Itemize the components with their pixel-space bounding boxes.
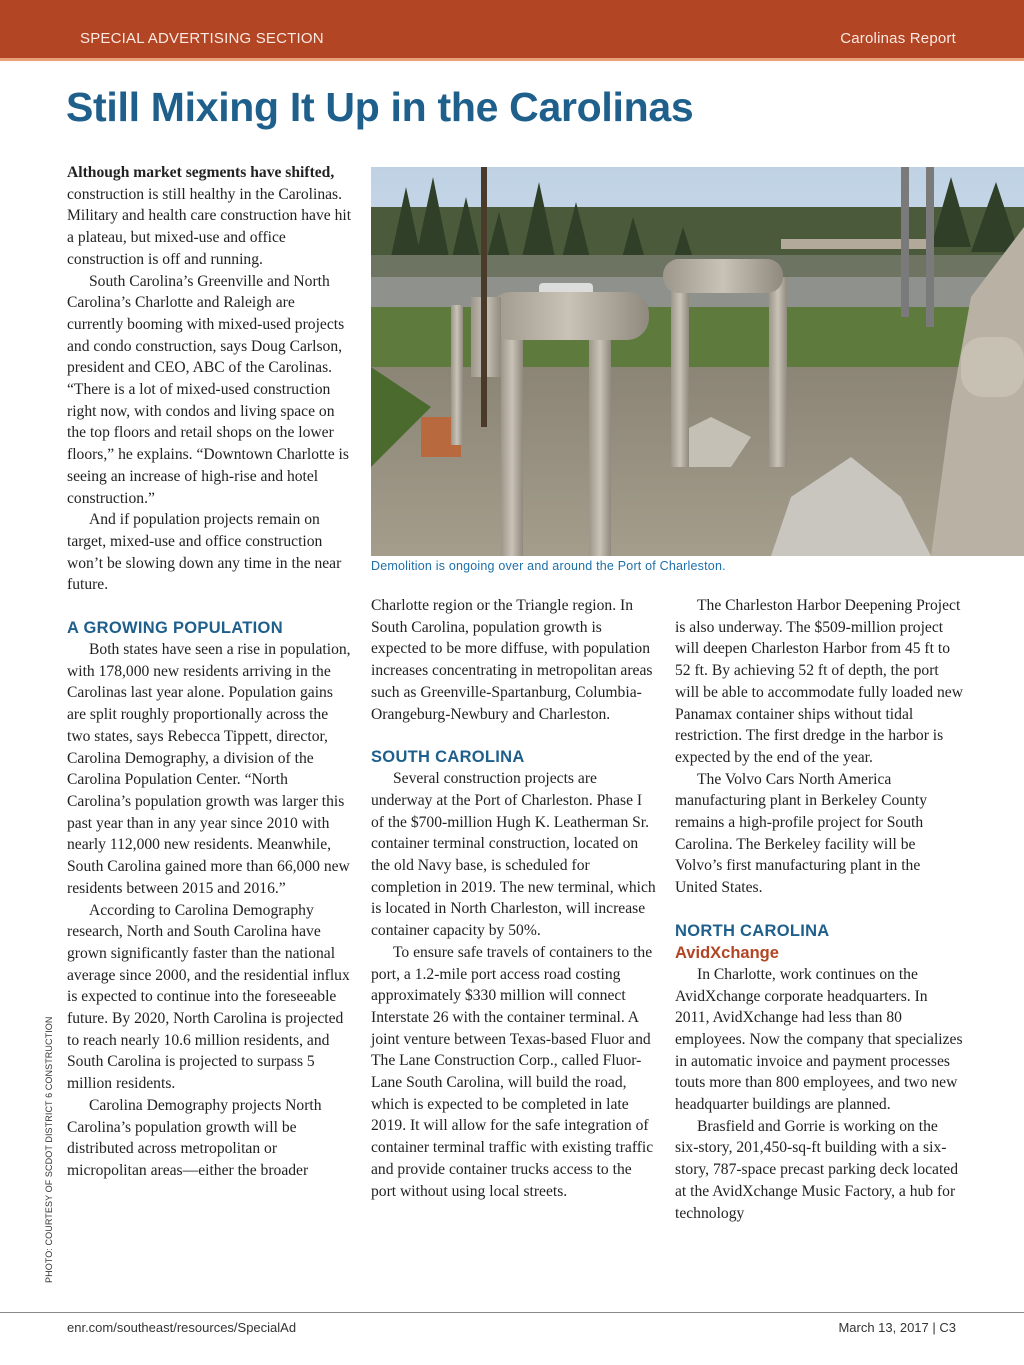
paragraph: Charlotte region or the Triangle region. In South Carolina, population growth is expected to be more diffuse, with population increases concentrating in metropolitan areas such as Greenville-Spartanburg, Columbia-Orangeburg-Newbury and Charleston. bbox=[371, 597, 653, 723]
paragraph: Brasfield and Gorrie is working on the six-story, 201,450-sq-ft building with a six-story, 787-space precast parking deck located at the AvidXchange Music Factory, a hub for technology bbox=[675, 1117, 959, 1222]
footer-page-info: March 13, 2017 | C3 bbox=[838, 1320, 956, 1335]
subheading-avidxchange: AvidXchange bbox=[675, 943, 779, 962]
section-banner bbox=[0, 0, 1024, 58]
photo-caption: Demolition is ongoing over and around the Port of Charleston. bbox=[371, 559, 726, 573]
article-title: Still Mixing It Up in the Carolinas bbox=[66, 84, 694, 130]
paragraph: Carolina Demography projects North Carolina’s population growth will be distributed across metropolitan or micropolitan areas—either the broader bbox=[67, 1096, 322, 1179]
photo-credit: PHOTO: COURTESY OF SCDOT DISTRICT 6 CONSTRUCTION bbox=[44, 1016, 54, 1283]
paragraph: To ensure safe travels of containers to the port, a 1.2-mile port access road costing approximately $330 million will connect Interstate 26 with the container terminal. A joint venture between Texas-based Fluor and The Lane Construction Corp., called Fluor-Lane South Carolina, will build the road, which is expected to be completed in late 2019. It will allow for the safe integration of container terminal traffic with existing traffic and provide container trucks access to the port without using local streets. bbox=[371, 943, 654, 1200]
intro-text: construction is still healthy in the Carolinas. Military and health care construction have hit a plateau, but mixed-use and office construction is off and running. bbox=[67, 185, 352, 268]
section-label: SPECIAL ADVERTISING SECTION bbox=[80, 30, 324, 47]
report-label: Carolinas Report bbox=[840, 30, 956, 47]
column-1 bbox=[67, 162, 352, 1182]
intro-paragraph bbox=[67, 162, 352, 271]
section-heading-population: A GROWING POPULATION bbox=[67, 619, 283, 638]
paragraph: And if population projects remain on target, mixed-use and office construction won’t be slowing down any time in the near future. bbox=[67, 511, 342, 594]
column-3 bbox=[675, 595, 965, 1224]
demolition-photo bbox=[371, 167, 1024, 556]
paragraph: South Carolina’s Greenville and North Carolina’s Charlotte and Raleigh are currently booming with mixed-used projects and condo construction, says Doug Carlson, president and CEO, ABC of the Carolinas. “There is a lot of mixed-used construction right now, with condos and living space on the top floors and retail shops on the lower floors,” he explains. “Downtown Charlotte is seeing an increase of high-rise and hotel construction.” bbox=[67, 272, 349, 507]
paragraph: In Charlotte, work continues on the AvidXchange corporate headquarters. In 2011, AvidXchange had less than 80 employees. Now the company that specializes in automatic invoice and payment processes touts more than 800 employees, and two new headquarter buildings are planned. bbox=[675, 965, 963, 1114]
paragraph: Several construction projects are underway at the Port of Charleston. Phase I of the $700-million Hugh K. Leatherman Sr. container terminal construction, located on the old Navy base, is scheduled for completion in 2019. The new terminal, which is located in North Charleston, will increase container capacity by 50%. bbox=[371, 770, 656, 940]
section-heading-north-carolina: NORTH CAROLINA bbox=[675, 921, 830, 940]
paragraph: Both states have seen a rise in population, with 178,000 new residents arriving in the Carolinas last year alone. Population gains are split roughly proportionally across the two states, says Rebecca Tippett, director, Carolina Demography, a division of the Carolina Population Center. “North Carolina’s population growth was larger this past year than in any year since 2010 with nearly 112,000 new residents. Meanwhile, South Carolina gained more than 66,000 new residents between 2015 and 2016.” bbox=[67, 641, 351, 897]
paragraph: The Volvo Cars North America manufacturing plant in Berkeley County remains a high-profile project for South Carolina. The Berkeley facility will be Volvo’s first manufacturing plant in the United States. bbox=[675, 770, 928, 897]
section-heading-south-carolina: SOUTH CAROLINA bbox=[371, 748, 525, 767]
banner-divider bbox=[0, 58, 1024, 61]
paragraph: The Charleston Harbor Deepening Project is also underway. The $509-million project will deepen Charleston Harbor from 45 ft to 52 ft. By achieving 52 ft of depth, the port will be able to accommodate fully loaded new Panamax container ships without tidal restriction. The first dredge in the harbor is expected by the end of the year. bbox=[675, 597, 963, 766]
footer-divider bbox=[0, 1312, 1024, 1313]
paragraph: According to Carolina Demography research, North and South Carolina have grown significantly faster than the national average since 2000, and the residential influx is expected to continue into the foreseeable future. By 2020, North Carolina is projected to reach nearly 10.6 million residents, and South Carolina is projected to surpass 5 million residents. bbox=[67, 901, 350, 1093]
intro-lead: Although market segments have shifted, bbox=[67, 164, 335, 181]
footer-url: enr.com/southeast/resources/SpecialAd bbox=[67, 1320, 297, 1335]
column-2 bbox=[371, 595, 656, 1202]
